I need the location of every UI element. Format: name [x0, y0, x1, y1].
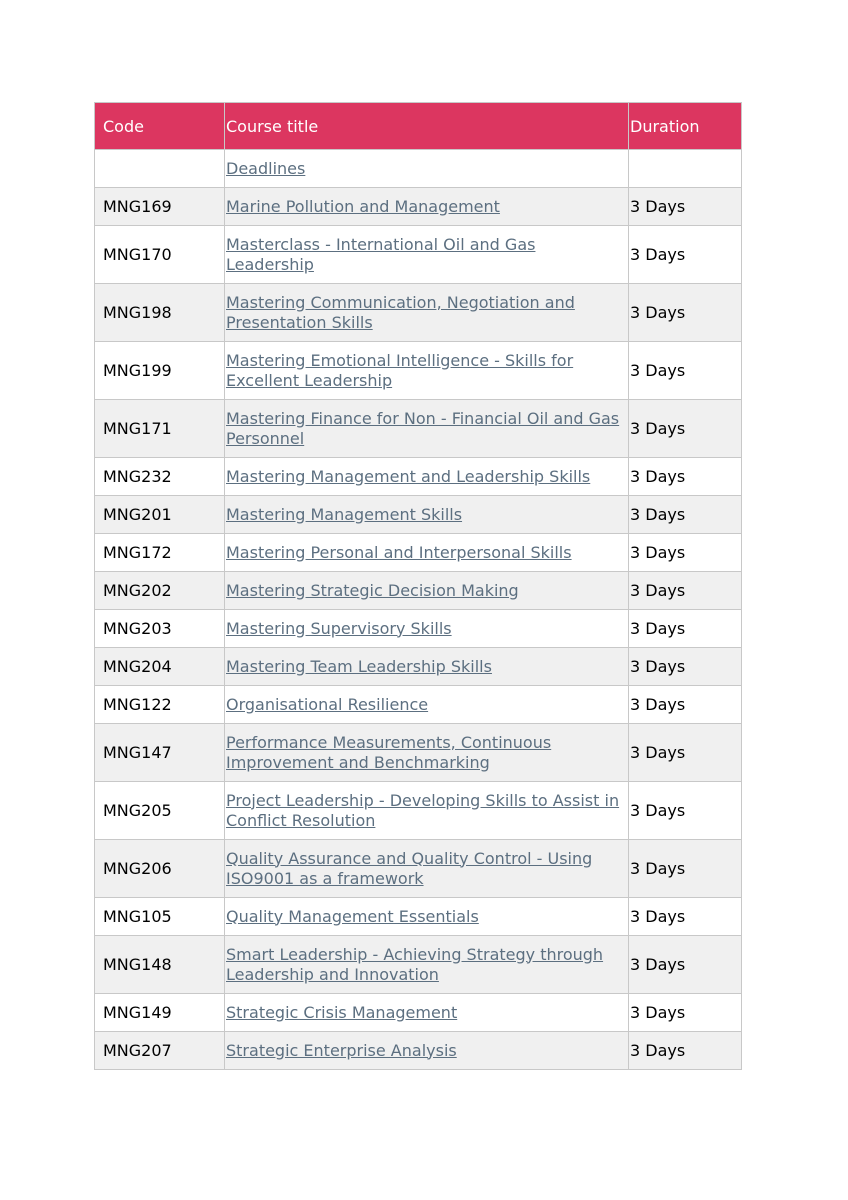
- course-duration: 3 Days: [629, 284, 742, 342]
- course-title-link[interactable]: Mastering Finance for Non - Financial Oil and Gas Personnel: [226, 408, 620, 448]
- course-title-link[interactable]: Performance Measurements, Continuous Improvement and Benchmarking: [226, 732, 552, 772]
- course-code: MNG199: [95, 342, 225, 400]
- course-title-link[interactable]: Quality Assurance and Quality Control - Using ISO9001 as a framework: [226, 848, 593, 888]
- course-duration: 3 Days: [629, 400, 742, 458]
- course-title-link[interactable]: Mastering Communication, Negotiation and Presentation Skills: [226, 292, 575, 332]
- table-row: [95, 686, 742, 724]
- course-code: MNG149: [95, 994, 225, 1032]
- course-title-link[interactable]: Quality Management Essentials: [226, 906, 479, 926]
- course-title-cell: [225, 284, 629, 342]
- course-code: MNG171: [95, 400, 225, 458]
- course-duration: 3 Days: [629, 782, 742, 840]
- table-header: [95, 103, 742, 150]
- course-title-link[interactable]: Smart Leadership - Achieving Strategy through Leadership and Innovation: [226, 944, 604, 984]
- course-code: MNG169: [95, 188, 225, 226]
- course-code: MNG122: [95, 686, 225, 724]
- table-row: [95, 150, 742, 188]
- course-duration: 3 Days: [629, 342, 742, 400]
- course-title-link[interactable]: Mastering Supervisory Skills: [226, 618, 452, 638]
- course-code: MNG105: [95, 898, 225, 936]
- table-row: [95, 724, 742, 782]
- course-title-cell: [225, 150, 629, 188]
- course-duration: 3 Days: [629, 496, 742, 534]
- course-duration: 3 Days: [629, 648, 742, 686]
- table-row: [95, 994, 742, 1032]
- table-row: [95, 936, 742, 994]
- table-row: [95, 496, 742, 534]
- header-code: Code: [95, 103, 225, 150]
- course-title-link[interactable]: Mastering Team Leadership Skills: [226, 656, 492, 676]
- header-row: [95, 103, 742, 150]
- table-row: [95, 188, 742, 226]
- course-duration: 3 Days: [629, 610, 742, 648]
- course-title-link[interactable]: Mastering Management and Leadership Skills: [226, 466, 591, 486]
- course-title-link[interactable]: Strategic Crisis Management: [226, 1002, 458, 1022]
- course-title-link[interactable]: Mastering Management Skills: [226, 504, 463, 524]
- course-duration: 3 Days: [629, 458, 742, 496]
- course-code: MNG148: [95, 936, 225, 994]
- course-duration: 3 Days: [629, 840, 742, 898]
- table-row: [95, 648, 742, 686]
- course-code: MNG203: [95, 610, 225, 648]
- course-title-cell: [225, 686, 629, 724]
- course-duration: 3 Days: [629, 188, 742, 226]
- course-code: MNG198: [95, 284, 225, 342]
- course-code: [95, 150, 225, 188]
- course-title-cell: [225, 572, 629, 610]
- course-title-link[interactable]: Mastering Strategic Decision Making: [226, 580, 519, 600]
- course-title-cell: [225, 458, 629, 496]
- course-title-link[interactable]: Organisational Resilience: [226, 694, 429, 714]
- course-title-cell: [225, 342, 629, 400]
- table-row: [95, 458, 742, 496]
- course-duration: 3 Days: [629, 724, 742, 782]
- course-title-cell: [225, 898, 629, 936]
- table-row: [95, 534, 742, 572]
- course-duration: 3 Days: [629, 936, 742, 994]
- table-row: [95, 284, 742, 342]
- course-title-link[interactable]: Mastering Emotional Intelligence - Skills for Excellent Leadership: [226, 350, 574, 390]
- course-duration: 3 Days: [629, 994, 742, 1032]
- course-title-link[interactable]: Strategic Enterprise Analysis: [226, 1040, 457, 1060]
- course-title-link[interactable]: Mastering Personal and Interpersonal Skills: [226, 542, 572, 562]
- course-title-cell: [225, 724, 629, 782]
- table-body: [95, 150, 742, 1070]
- course-title-cell: [225, 400, 629, 458]
- course-duration: 3 Days: [629, 1032, 742, 1070]
- table-row: [95, 342, 742, 400]
- course-table: [94, 102, 742, 1070]
- header-duration: Duration: [629, 103, 742, 150]
- course-title-cell: [225, 496, 629, 534]
- course-title-cell: [225, 782, 629, 840]
- table-row: [95, 1032, 742, 1070]
- table-row: [95, 400, 742, 458]
- course-code: MNG202: [95, 572, 225, 610]
- course-title-cell: [225, 1032, 629, 1070]
- course-code: MNG232: [95, 458, 225, 496]
- course-code: MNG201: [95, 496, 225, 534]
- table-row: [95, 610, 742, 648]
- course-duration: 3 Days: [629, 534, 742, 572]
- course-code: MNG204: [95, 648, 225, 686]
- course-code: MNG205: [95, 782, 225, 840]
- table-row: [95, 572, 742, 610]
- course-code: MNG206: [95, 840, 225, 898]
- course-duration: 3 Days: [629, 226, 742, 284]
- course-duration: [629, 150, 742, 188]
- course-title-cell: [225, 936, 629, 994]
- course-title-link[interactable]: Project Leadership - Developing Skills to Assist in Conflict Resolution: [226, 790, 620, 830]
- course-title-cell: [225, 226, 629, 284]
- table-row: [95, 840, 742, 898]
- course-title-link[interactable]: Deadlines: [226, 158, 306, 178]
- course-title-cell: [225, 188, 629, 226]
- course-code: MNG172: [95, 534, 225, 572]
- course-title-cell: [225, 534, 629, 572]
- course-duration: 3 Days: [629, 686, 742, 724]
- header-course-title: Course title: [225, 103, 629, 150]
- course-title-cell: [225, 648, 629, 686]
- table-row: [95, 226, 742, 284]
- table-row: [95, 782, 742, 840]
- course-title-cell: [225, 994, 629, 1032]
- course-code: MNG147: [95, 724, 225, 782]
- course-duration: 3 Days: [629, 572, 742, 610]
- course-duration: 3 Days: [629, 898, 742, 936]
- table-row: [95, 898, 742, 936]
- course-code: MNG170: [95, 226, 225, 284]
- course-title-link[interactable]: Masterclass - International Oil and Gas Leadership: [226, 234, 536, 274]
- course-title-cell: [225, 610, 629, 648]
- course-title-cell: [225, 840, 629, 898]
- course-title-link[interactable]: Marine Pollution and Management: [226, 196, 500, 216]
- course-code: MNG207: [95, 1032, 225, 1070]
